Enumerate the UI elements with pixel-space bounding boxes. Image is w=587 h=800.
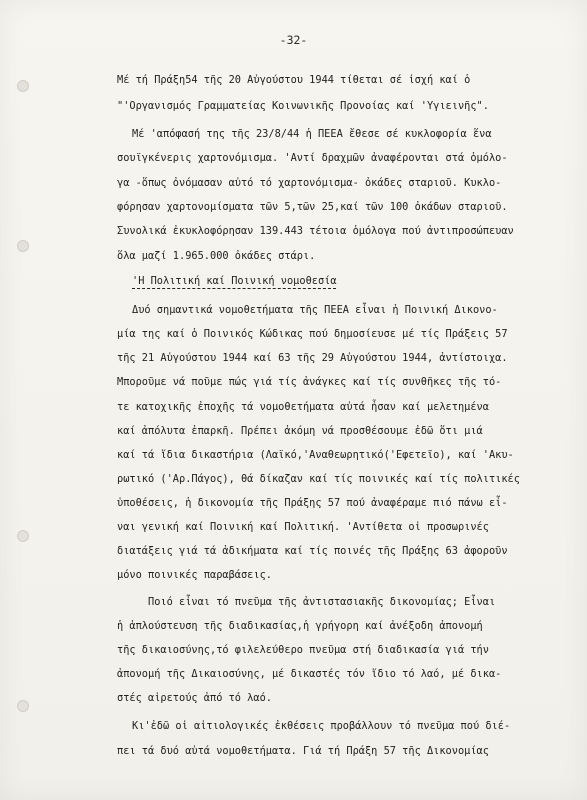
punch-hole	[17, 530, 29, 542]
text-line: Κι'ἐδῶ οἱ αἰτιολογικές ἐκθέσεις προβάλλουν τό πνεῦμα πού διέ-	[132, 720, 511, 732]
text-line: ὅλα μαζί 1.965.000 ὀκάδες στάρι.	[117, 250, 316, 262]
punch-hole	[17, 240, 29, 252]
text-line: φόρησαν χαρτονομίσματα τῶν 5,τῶν 25,καί τῶν 100 ὀκάδων σταριοῦ.	[117, 201, 508, 213]
text-line: διατάξεις γιά τά ἀδικήματα καί τίς ποινές τῆς Πράξης 63 ἀφοροῦν	[117, 545, 508, 557]
text-line: καί ἀπόλυτα ἐπαρκῆ. Πρέπει ἀκόμη νά προσθέσουμε ἐδῶ ὅτι μιά	[117, 425, 483, 437]
text-line: τῆς 21 Αὐγούστου 1944 καί 63 τῆς 29 Αὐγούστου 1944, ἀντίστοιχα.	[117, 352, 508, 364]
text-line: ἀπονομή τῆς Δικαιοσύνης, μέ δικαστές τόν ἴδιο τό λαό, μέ δικα-	[117, 668, 502, 680]
text-line: στές αἱρετούς ἀπό τό λαό.	[117, 692, 272, 704]
text-line: Ποιό εἶναι τό πνεῦμα τῆς ἀντιστασιακῆς δικονομίας; Εἶναι	[148, 596, 496, 608]
text-line: μία της καί ὁ Ποινικός Κώδικας πού δημοσίευσε μέ τίς Πράξεις 57	[117, 328, 508, 340]
text-line: τῆς δικαιοσύνης,τό φιλελεύθερο πνεῦμα στή διαδικασία γιά τήν	[117, 644, 489, 656]
section-heading: 'Η Πολιτική καί Ποινική νομοθεσία	[132, 275, 337, 287]
text-line: σουϊγκένερις χαρτονόμισμα. 'Αντί δραχμῶν ἀναφέρονται στά ὁμόλο-	[117, 152, 508, 164]
punch-hole	[17, 700, 29, 712]
text-line: ρωτικό ('Αρ.Πάγος), θά δίκαζαν καί τίς ποινικές καί τίς πολιτικές	[117, 473, 520, 485]
text-line: γα -ὅπως ὀνόμασαν αὐτό τό χαρτονόμισμα- ὀκάδες σταριοῦ. Κυκλο-	[117, 177, 502, 189]
text-line: Μέ τή Πράξη54 τῆς 20 Αὐγούστου 1944 τίθεται σέ ἰσχή καί ὁ	[117, 74, 471, 86]
text-line: Μποροῦμε νά ποῦμε πώς γιά τίς ἀνάγκες καί τίς συνθῆκες τῆς τό-	[117, 376, 502, 388]
text-line: "'Οργανισμός Γραμματείας Κοινωνικῆς Προνοίας καί 'Υγιεινῆς".	[117, 100, 489, 112]
punch-hole	[17, 80, 29, 92]
text-line: ἡ ἁπλούστευση τῆς διαδικασίας,ἡ γρήγορη καί ἀνέξοδη ἀπονομή	[117, 620, 483, 632]
page-number: -32-	[279, 33, 308, 47]
text-line: Συνολικά ἐκυκλοφόρησαν 139.443 τέτοια ὁμόλογα πού ἀντιπροσώπευαν	[117, 225, 514, 237]
text-line: τε κατοχικῆς ἐποχῆς τά νομοθετήματα αὐτά ἦσαν καί μελετημένα	[117, 401, 489, 413]
text-line: καί τά ἴδια δικαστήρια (Λαϊκό,'Αναθεωρητικό('Εφετεῖο), καί 'Ακυ-	[117, 449, 514, 461]
text-line: μόνο ποινικές παραβάσεις.	[117, 569, 272, 581]
text-line: πει τά δυό αὐτά νομοθετήματα. Γιά τή Πράξη 57 τῆς Δικονομίας	[117, 745, 489, 757]
text-line: ναι γενική καί Ποινική καί Πολιτική. 'Αντίθετα οἱ προσωρινές	[117, 521, 489, 533]
text-line: ὑποθέσεις, ἡ δικονομία τῆς Πράξης 57 πού ἀναφέραμε πιό πάνω εἶ-	[117, 497, 508, 509]
text-line: Δυό σημαντικά νομοθετήματα τῆς ΠΕΕΑ εἶναι ἡ Ποινική Δικονο-	[132, 304, 498, 316]
text-line: Μέ 'απόφασή της τῆς 23/8/44 ἡ ΠΕΕΑ ἔθεσε σέ κυκλοφορία ἕνα	[132, 128, 492, 140]
